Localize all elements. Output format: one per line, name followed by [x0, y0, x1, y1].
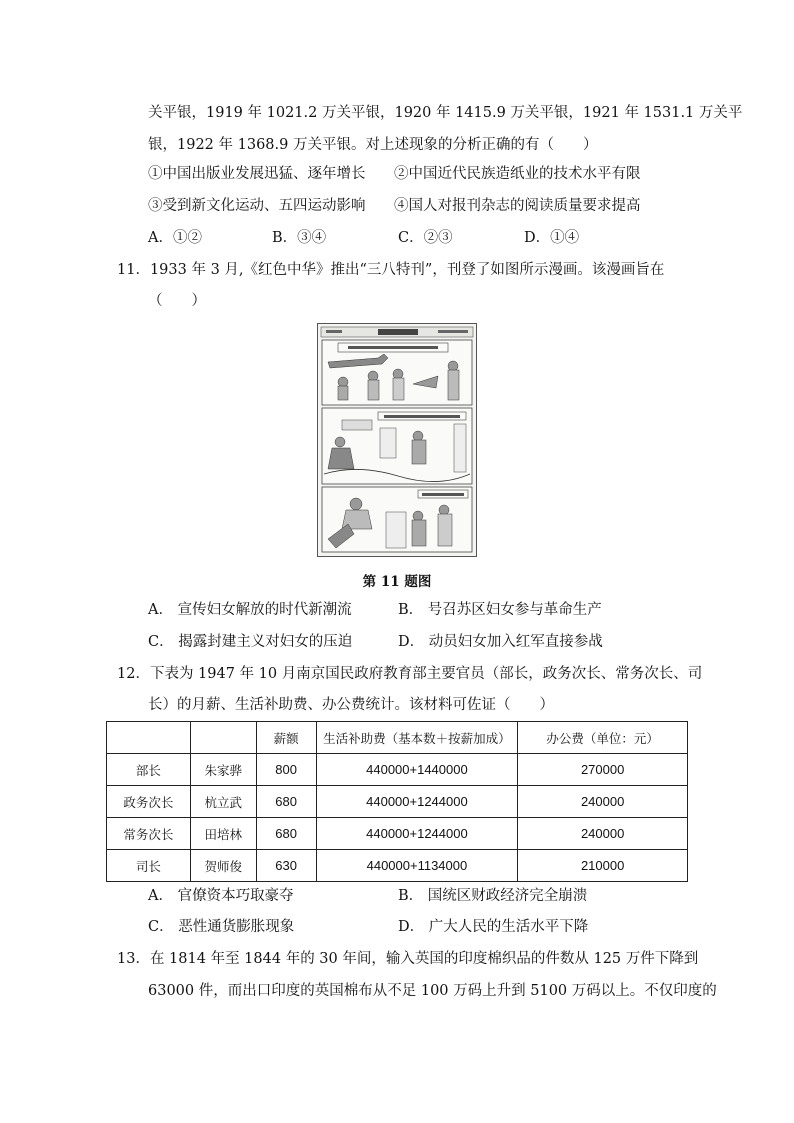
q10-statement-1: ①中国出版业发展迅猛、逐年增长	[148, 166, 366, 182]
cell-salary: 800	[256, 754, 316, 786]
cell-name: 朱家骅	[190, 754, 256, 786]
cell-title: 常务次长	[107, 818, 191, 850]
figure-caption: 第 11 题图	[362, 574, 432, 590]
cartoon-illustration	[318, 324, 476, 556]
q12-stem-line-2: 长）的月薪、生活补助费、办公费统计。该材料可佐证（ ）	[148, 697, 554, 713]
q10-option-a: A．①②	[148, 230, 202, 246]
cell-office-fee: 210000	[518, 850, 688, 882]
cell-salary: 680	[256, 818, 316, 850]
q11-option-b: B． 号召苏区妇女参与革命生产	[398, 602, 602, 618]
q11-option-d: D． 动员妇女加入红军直接参战	[398, 634, 603, 650]
q12-option-d: D． 广大人民的生活水平下降	[398, 919, 589, 935]
salary-table	[106, 721, 688, 882]
q10-option-c: C．②③	[398, 230, 453, 246]
header-cell-allowance: 生活补助费（基本数＋按薪加成）	[316, 722, 518, 754]
table-row	[107, 818, 688, 850]
table-row	[107, 850, 688, 882]
q11-option-a: A． 宣传妇女解放的时代新潮流	[148, 602, 352, 618]
q12-option-c: C． 恶性通货膨胀现象	[148, 919, 295, 935]
cell-office-fee: 240000	[518, 786, 688, 818]
cartoon-image	[317, 323, 477, 557]
cell-title: 部长	[107, 754, 191, 786]
q10-line-1: 关平银，1919 年 1021.2 万关平银，1920 年 1415.9 万关平银，1921 年 1531.1 万关平	[148, 105, 743, 121]
table-header-row	[107, 722, 688, 754]
cell-name: 贺师俊	[190, 850, 256, 882]
q11-stem-line-1: 11．1933 年 3 月,《红色中华》推出“三八特刊”，刊登了如图所示漫画。该漫画旨在	[117, 262, 665, 278]
cell-office-fee: 240000	[518, 818, 688, 850]
q13-stem-line-1: 13．在 1814 年至 1844 年的 30 年间，输入英国的印度棉织品的件数从 125 万件下降到	[117, 951, 699, 967]
q10-option-b: B．③④	[272, 230, 327, 246]
q10-option-d: D．①④	[524, 230, 580, 246]
q12-stem-line-1: 12．下表为 1947 年 10 月南京国民政府教育部主要官员（部长，政务次长、常务次长、司	[117, 666, 703, 682]
cell-allowance: 440000+1134000	[316, 850, 518, 882]
header-cell-salary: 薪额	[256, 722, 316, 754]
q10-statement-2: ②中国近代民族造纸业的技术水平有限	[394, 166, 641, 182]
header-cell-office-fee: 办公费（单位：元）	[518, 722, 688, 754]
cell-name: 田培林	[190, 818, 256, 850]
table-row	[107, 786, 688, 818]
cell-title: 司长	[107, 850, 191, 882]
q11-stem-line-2: （ ）	[148, 293, 206, 309]
cell-salary: 680	[256, 786, 316, 818]
q10-statement-3: ③受到新文化运动、五四运动影响	[148, 198, 366, 214]
q10-line-2: 银，1922 年 1368.9 万关平银。对上述现象的分析正确的有（ ）	[148, 137, 598, 153]
cell-allowance: 440000+1440000	[316, 754, 518, 786]
cell-office-fee: 270000	[518, 754, 688, 786]
q13-stem-line-2: 63000 件，而出口印度的英国棉布从不足 100 万码上升到 5100 万码以上。不仅印度的	[148, 983, 717, 999]
q12-option-a: A． 官僚资本巧取豪夺	[148, 888, 294, 904]
cell-allowance: 440000+1244000	[316, 818, 518, 850]
q12-option-b: B． 国统区财政经济完全崩溃	[398, 888, 588, 904]
cell-salary: 630	[256, 850, 316, 882]
cell-allowance: 440000+1244000	[316, 786, 518, 818]
q11-option-c: C． 揭露封建主义对妇女的压迫	[148, 634, 353, 650]
header-cell-title	[107, 722, 191, 754]
q10-statement-4: ④国人对报刊杂志的阅读质量要求提高	[394, 198, 641, 214]
cell-name: 杭立武	[190, 786, 256, 818]
header-cell-name	[190, 722, 256, 754]
table-row	[107, 754, 688, 786]
cell-title: 政务次长	[107, 786, 191, 818]
